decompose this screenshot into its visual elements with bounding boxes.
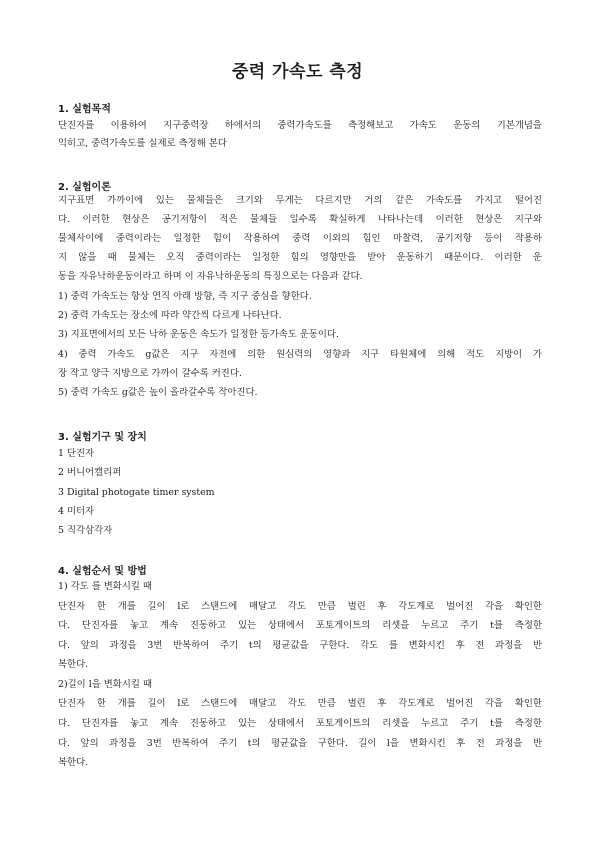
list-item: 3) 지표면에서의 모든 낙하 운동은 속도가 일정한 등가속도 운동이다.	[58, 329, 339, 340]
paragraph-line: 단진자를 이용하여 지구중력장 하에서의 중력가속도를 측정해보고 가속도 운동의 기본개념을	[58, 120, 542, 131]
section-heading-equipment: 3. 실험기구 및 장치	[58, 432, 147, 443]
paragraph-line: 다. 앞의 과정을 3번 반복하여 주기 t의 평균값을 구한다. 길이 l을 변화시킨 후 전 과정을 반	[58, 738, 542, 749]
paragraph-line: 지구표면 가까이에 있는 물체들은 크기와 무게는 다르지만 거의 같은 가속도를 가지고 떨어진	[58, 195, 542, 206]
list-item: 3 Digital photogate timer system	[58, 487, 215, 498]
paragraph-line: 복한다.	[58, 757, 89, 768]
list-item: 4 미터자	[58, 506, 95, 517]
paragraph-line: 동을 자유낙하운동이라고 하며 이 자유낙하운동의 특징으로는 다음과 같다.	[58, 271, 363, 282]
list-item: 1 단진자	[58, 448, 95, 459]
paragraph-line: 다. 단진자를 놓고 계속 진동하고 있는 상태에서 포토게이트의 리셋을 누르고 주기 t를 측정한	[58, 718, 542, 729]
paragraph-line: 다. 단진자를 놓고 계속 진동하고 있는 상태에서 포토게이트의 리셋을 누르고 주기 t를 측정한	[58, 620, 542, 631]
list-item: 장 작고 양극 지방으로 가까이 갈수록 커진다.	[58, 368, 242, 379]
subsection-heading: 2)길이 l을 변화시킬 때	[58, 679, 153, 690]
paragraph-line: 물체사이에 중력이라는 일정한 힘이 작용하여 중력 이외의 힘인 마찰력, 공기저항 등이 작용하	[58, 233, 542, 244]
paragraph-line: 복한다.	[58, 659, 89, 670]
list-item: 1) 중력 가속도는 항상 연직 아래 방향, 즉 지구 중심을 향한다.	[58, 291, 312, 302]
subsection-heading: 1) 각도 를 변화시킬 때	[58, 581, 152, 592]
section-heading-theory: 2. 실험이론	[58, 182, 111, 193]
paragraph-line: 단진자 한 개를 길이 l로 스탠드에 매달고 각도 만큼 벌린 후 각도계로 벌어진 각을 확인한	[58, 601, 542, 612]
paragraph-line: 다. 앞의 과정을 3번 반복하여 주기 t의 평균값을 구한다. 각도 를 변화시킨 후 전 과정을 반	[58, 640, 542, 651]
paragraph-line: 단진자 한 개를 길이 l로 스탠드에 매달고 각도 만큼 벌린 후 각도계로 벌어진 각을 확인한	[58, 698, 542, 709]
paragraph-line: 익히고, 중력가속도를 실제로 측정해 본다	[58, 138, 227, 149]
paragraph-line: 다. 이러한 현상은 공기저항이 적은 물체들 일수록 확실하게 나타나는데 이러한 현상은 지구와	[58, 214, 542, 225]
section-heading-procedure: 4. 실험순서 및 방법	[58, 566, 147, 577]
list-item: 2 버니어캘리퍼	[58, 467, 122, 478]
section-heading-purpose: 1. 실험목적	[58, 104, 111, 115]
list-item: 4) 중력 가속도 g값은 지구 자전에 의한 원심력의 영향과 지구 타원체에 의해 적도 지방이 가	[58, 349, 542, 360]
list-item: 2) 중력 가속도는 장소에 따라 약간씩 다르게 나타난다.	[58, 310, 282, 321]
paragraph-line: 지 않을 때 물체는 오직 중력이라는 일정한 힘의 영향만을 받아 운동하기 때문이다. 이러한 운	[58, 252, 542, 263]
document-title: 중력 가속도 측정	[231, 62, 364, 82]
list-item: 5) 중력 가속도 g값은 높이 올라갈수록 작아진다.	[58, 387, 258, 398]
list-item: 5 직각삼각자	[58, 525, 113, 536]
